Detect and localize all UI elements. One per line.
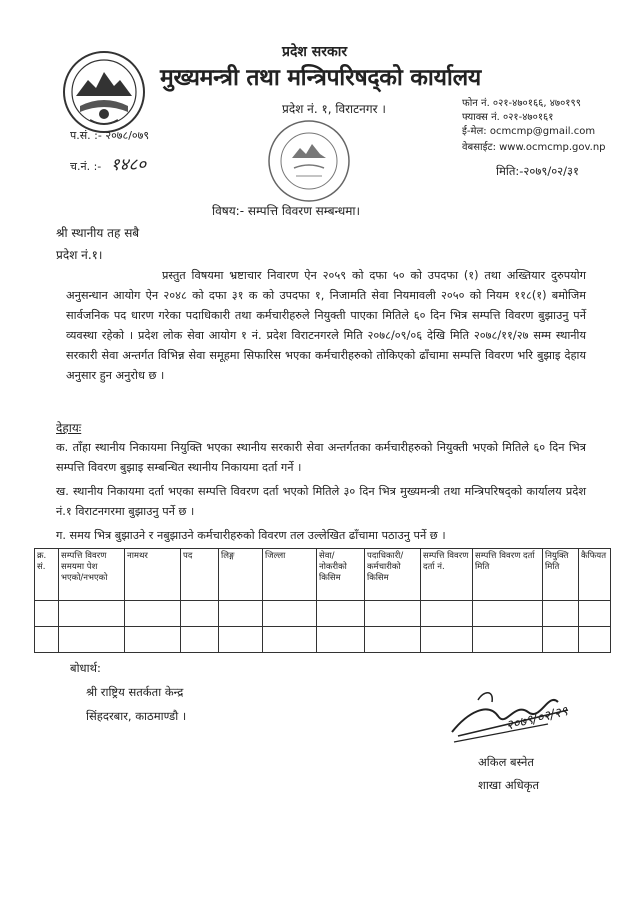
header-district: जिल्ला [263,549,317,601]
letter-subject: विषय:- सम्पत्ति विवरण सम्बन्धमा। [212,204,361,218]
signatory-name: अकिल बस्नेत [478,755,534,769]
government-emblem-icon [62,50,146,134]
government-name: प्रदेश सरकार [282,44,348,60]
header-remarks: कैफियत [579,549,611,601]
header-appointment-date: नियुक्ति मिति [543,549,579,601]
instruction-item-kha: ख. स्थानीय निकायमा दर्ता भएका सम्पत्ति विवरण दर्ता भएको मितिले ३० दिन भित्र मुख्यमन्त्री तथा मन्त्रिपरिषद्को कार्यालय प्रदेश नं.१ विराटनगरमा बुझाउनु पर्ने छ । [56,485,586,518]
instruction-item-ga: ग. समय भित्र बुझाउने र नबुझाउने कर्मचारीहरुको विवरण तल उल्लेखित ढाँचामा पठाउनु पर्ने छ । [56,529,446,542]
office-title: मुख्यमन्त्री तथा मन्त्रिपरिषद्को कार्यालय [160,65,481,91]
header-gender: लिङ्ग [219,549,263,601]
table-row [35,601,611,627]
body-paragraph: प्रस्तुत विषयमा भ्रष्टाचार निवारण ऐन २०५९ को दफा ५० को उपदफा (१) तथा अख्तियार दुरुपयोग अनुसन्धान आयोग ऐन २०४८ को दफा ३१ क को उपदफा १, निजामति सेवा नियमावली २०५० को नियम ११८(१) बमोजिम सार्वजनिक पद धारण गरेका पदाधिकारी तथा कर्मचारीहरुले नियुक्ती पाएका मितिले ६० दिन भित्र सम्पत्ति विवरण बुझाउनु पर्ने व्यवस्था रहेको । प्रदेश लोक सेवा आयोग १ नं. प्रदेश विराटनगरले मिति २०७८/०९/०६ देखि मिति २०७८/११/२७ सम्म स्थानीय सरकारी सेवा अन्तर्गत विभिन्न सेवा समूहमा सिफारिस भएका कर्मचारीहरुको तोकिएको ढाँचामा सम्पत्ति विवरण भरि बुझाइ देहाय अनुसार हुन अनुरोध छ । [66,269,586,382]
table-header-row [35,549,611,601]
header-employee-type: पदाधिकारी/ कर्मचारीको किसिम [365,549,421,601]
website: वेबसाईट: www.ocmcmp.gov.np [462,142,606,153]
phone-number: फोन नं. ०२१-४७०१६६, ४७०१९९ [462,98,581,109]
header-service-type: सेवा/ नोकरीको किसिम [317,549,365,601]
instruction-item-ka: क. ताँहा स्थानीय निकायमा नियुक्ति भएका स्थानीय सरकारी सेवा अन्तर्गतका कर्मचारीहरुको नियुक्ती भएको मितिले ६० दिन भित्र सम्पत्ति विवरण बुझाइ सम्बन्धित स्थानीय निकायमा दर्ता गर्ने । [56,441,586,474]
province-address: प्रदेश नं. १, विराटनगर । [282,102,386,116]
header-position: पद [181,549,219,601]
recipient-line-1: श्री स्थानीय तह सबै [56,226,140,240]
signatory-title: शाखा अधिकृत [478,778,540,792]
dispatch-number: १४८० [110,155,147,175]
header-submission-status: सम्पत्ति विवरण समयमा पेश भएको/नभएको [59,549,125,601]
office-stamp-icon [266,118,352,204]
letter-date: मिति:-२०७९/०२/३१ [496,164,580,178]
header-registration-no: सम्पत्ति विवरण दर्ता नं. [421,549,473,601]
cc-recipient-line-2: सिंहदरबार, काठमाण्डौ । [86,709,187,723]
dispatch-number-row [70,152,146,175]
header-name: नामथर [125,549,181,601]
handwritten-date: २०७९/०२/२९ [504,704,570,734]
table-row [35,627,611,653]
cc-heading: बोधार्थ: [70,661,101,675]
fax-number: फ्याक्स नं. ०२१-४७०१६१ [462,112,554,123]
cc-recipient-line-1: श्री राष्ट्रिय सतर्कता केन्द्र [86,685,184,699]
handwritten-signature-icon [448,672,608,752]
recipient-line-2: प्रदेश नं.१। [56,248,103,262]
header-serial: क्र. सं. [35,549,59,601]
letter-number: प.सं. :- २०७८/०७९ [70,129,150,142]
email-address: ई-मेल: ocmcmp@gmail.com [462,126,596,137]
instructions-heading: देहायः [56,421,82,435]
asset-details-table [34,548,611,653]
header-registration-date: सम्पत्ति विवरण दर्ता मिति [473,549,543,601]
dispatch-label: च.नं. :- [70,160,102,173]
